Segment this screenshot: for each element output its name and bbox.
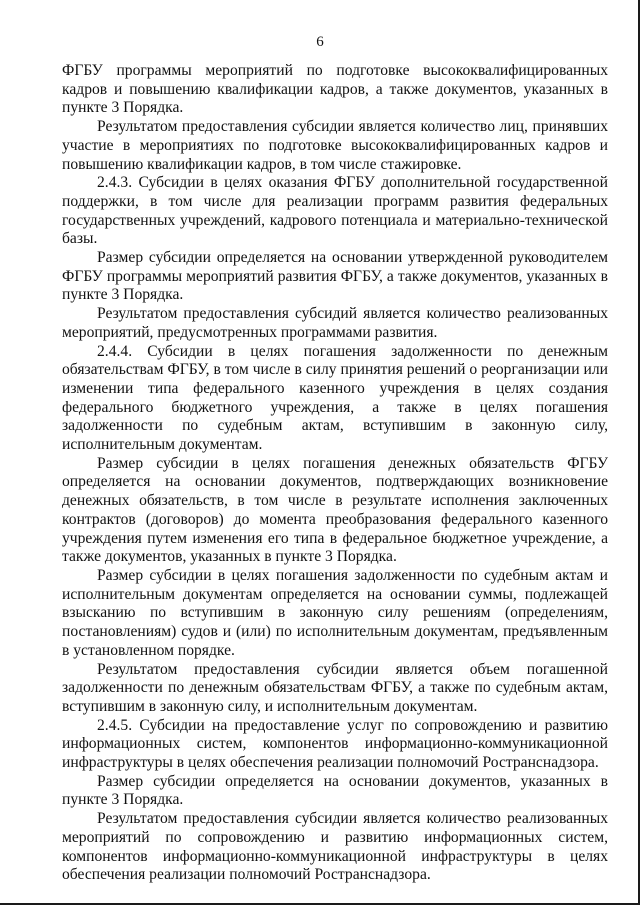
paragraph-clause-2-4-4: 2.4.4. Субсидии в целях погашения задолженности по денежным обязательствам ФГБУ, в том числе в силу принятия решений о реорганизации или изменении типа федерального казенного учреждения в целях создания федерального бюджетного учреждения, а также в целях погашения задолженности по судебным актам, вступившим в законную силу, исполнительным документам. (62, 342, 608, 454)
paragraph-result-training: Результатом предоставления субсидии является количество лиц, принявших участие в мероприятиях по подготовке высококвалифицированных кадров и повышению квалификации кадров, в том числе стажировке. (62, 118, 608, 173)
paragraph-result-development: Результатом предоставления субсидий является количество реализованных мероприятий, предусмотренных программами развития. (62, 305, 608, 341)
paragraph-result-debt: Результатом предоставления субсидии является объем погашенной задолженности по денежным обязательствам ФГБУ, а также по судебным актам, вступившим в законную силу, и исполнительным документам. (62, 660, 608, 715)
paragraph-result-it: Результатом предоставления субсидии является количество реализованных мероприятий по сопровождению и развитию информационных систем, компонентов информационно-коммуникационной инфраструктуры в целях обеспечения реализации полномочий Ространснадзора. (62, 810, 608, 884)
page-number: 6 (316, 34, 324, 50)
paragraph-size-development: Размер субсидии определяется на основании утвержденной руководителем ФГБУ программы мероприятий развития ФГБУ, а также документов, указанных в пункте 3 Порядка. (62, 249, 608, 304)
document-body (62, 62, 608, 885)
paragraph-clause-2-4-3: 2.4.3. Субсидии в целях оказания ФГБУ дополнительной государственной поддержки, в том числе для реализации программ развития федеральных государственных учреждений, кадрового потенциала и материально-технической базы. (62, 174, 608, 248)
paragraph-continuation: ФГБУ программы мероприятий по подготовке высококвалифицированных кадров и повышению квалификации кадров, а также документов, указанных в пункте 3 Порядка. (62, 62, 608, 117)
paragraph-size-court-acts: Размер субсидии в целях погашения задолженности по судебным актам и исполнительным документам определяется на основании суммы, подлежащей взысканию по вступившим в законную силу решениям (определениям, постановлениям) судов и (или) по исполнительным документам, предъявленным в установленном порядке. (62, 566, 608, 659)
paragraph-size-it: Размер субсидии определяется на основании документов, указанных в пункте 3 Порядка. (62, 772, 608, 809)
paragraph-clause-2-4-5: 2.4.5. Субсидии на предоставление услуг по сопровождению и развитию информационных систем, компонентов информационно-коммуникационной инфраструктуры в целях обеспечения реализации полномочий Ространснадзора. (62, 716, 608, 772)
paragraph-size-obligations: Размер субсидии в целях погашения денежных обязательств ФГБУ определяется на основании документов, подтверждающих возникновение денежных обязательств, в том числе в результате исполнения заключенных контрактов (договоров) до момента преобразования федерального казенного учреждения путем изменения его типа в федеральное бюджетное учреждение, а также документов, указанных в пункте 3 Порядка. (62, 454, 608, 566)
